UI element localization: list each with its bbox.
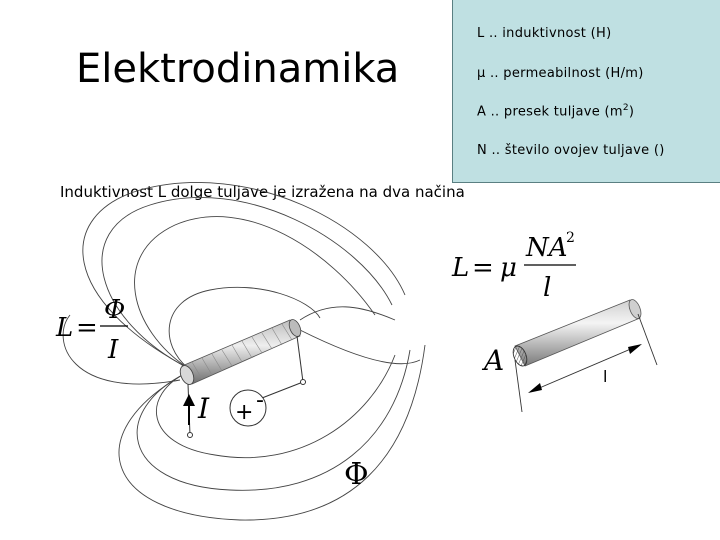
field-line	[137, 350, 410, 490]
formula-left-denominator: I	[108, 335, 119, 365]
dimension-arrowhead-icon	[628, 344, 642, 354]
formula-right-equals: =	[472, 253, 494, 283]
battery-plus-label: +	[235, 400, 254, 425]
legend-row-permeability: μ .. permeabilnost (H/m)	[477, 66, 644, 81]
field-line	[300, 330, 420, 364]
area-label: A	[484, 344, 505, 377]
length-label: l	[603, 367, 608, 386]
formula-right-exponent: 2	[566, 230, 575, 246]
formula-left-equals: =	[76, 313, 98, 343]
formula-right-lhs: L	[452, 253, 470, 283]
dimension-arrowhead-icon	[528, 383, 542, 393]
battery-minus-label: -	[256, 388, 264, 413]
legend-row-area: A .. presek tuljave $(m^2)$	[477, 103, 635, 120]
conductor-rod	[511, 298, 644, 368]
legend-row-turns: N .. število ovojev tuljave ()	[477, 143, 665, 158]
wire-terminal	[301, 380, 306, 385]
current-arrow-icon	[183, 394, 195, 425]
slide-subtitle: Induktivnost L dolge tuljave je izražena na dva načina	[60, 183, 465, 201]
formula-right-denominator: l	[543, 273, 552, 303]
formula-right-mu: μ	[500, 253, 517, 283]
legend-row-inductance: L .. induktivnost (H)	[477, 26, 612, 41]
formula-left-numerator: Φ	[104, 295, 126, 325]
current-label: I	[198, 392, 210, 425]
wire-terminal	[188, 433, 193, 438]
formula-right-numerator: NA	[526, 233, 568, 263]
flux-label: Φ	[344, 457, 369, 492]
formula-left	[55, 295, 128, 365]
formula-left-lhs: L	[56, 313, 74, 343]
solenoid-coil	[178, 318, 304, 387]
slide-title: Elektrodinamika	[76, 46, 400, 92]
formula-right	[451, 230, 576, 303]
field-line	[300, 307, 395, 320]
